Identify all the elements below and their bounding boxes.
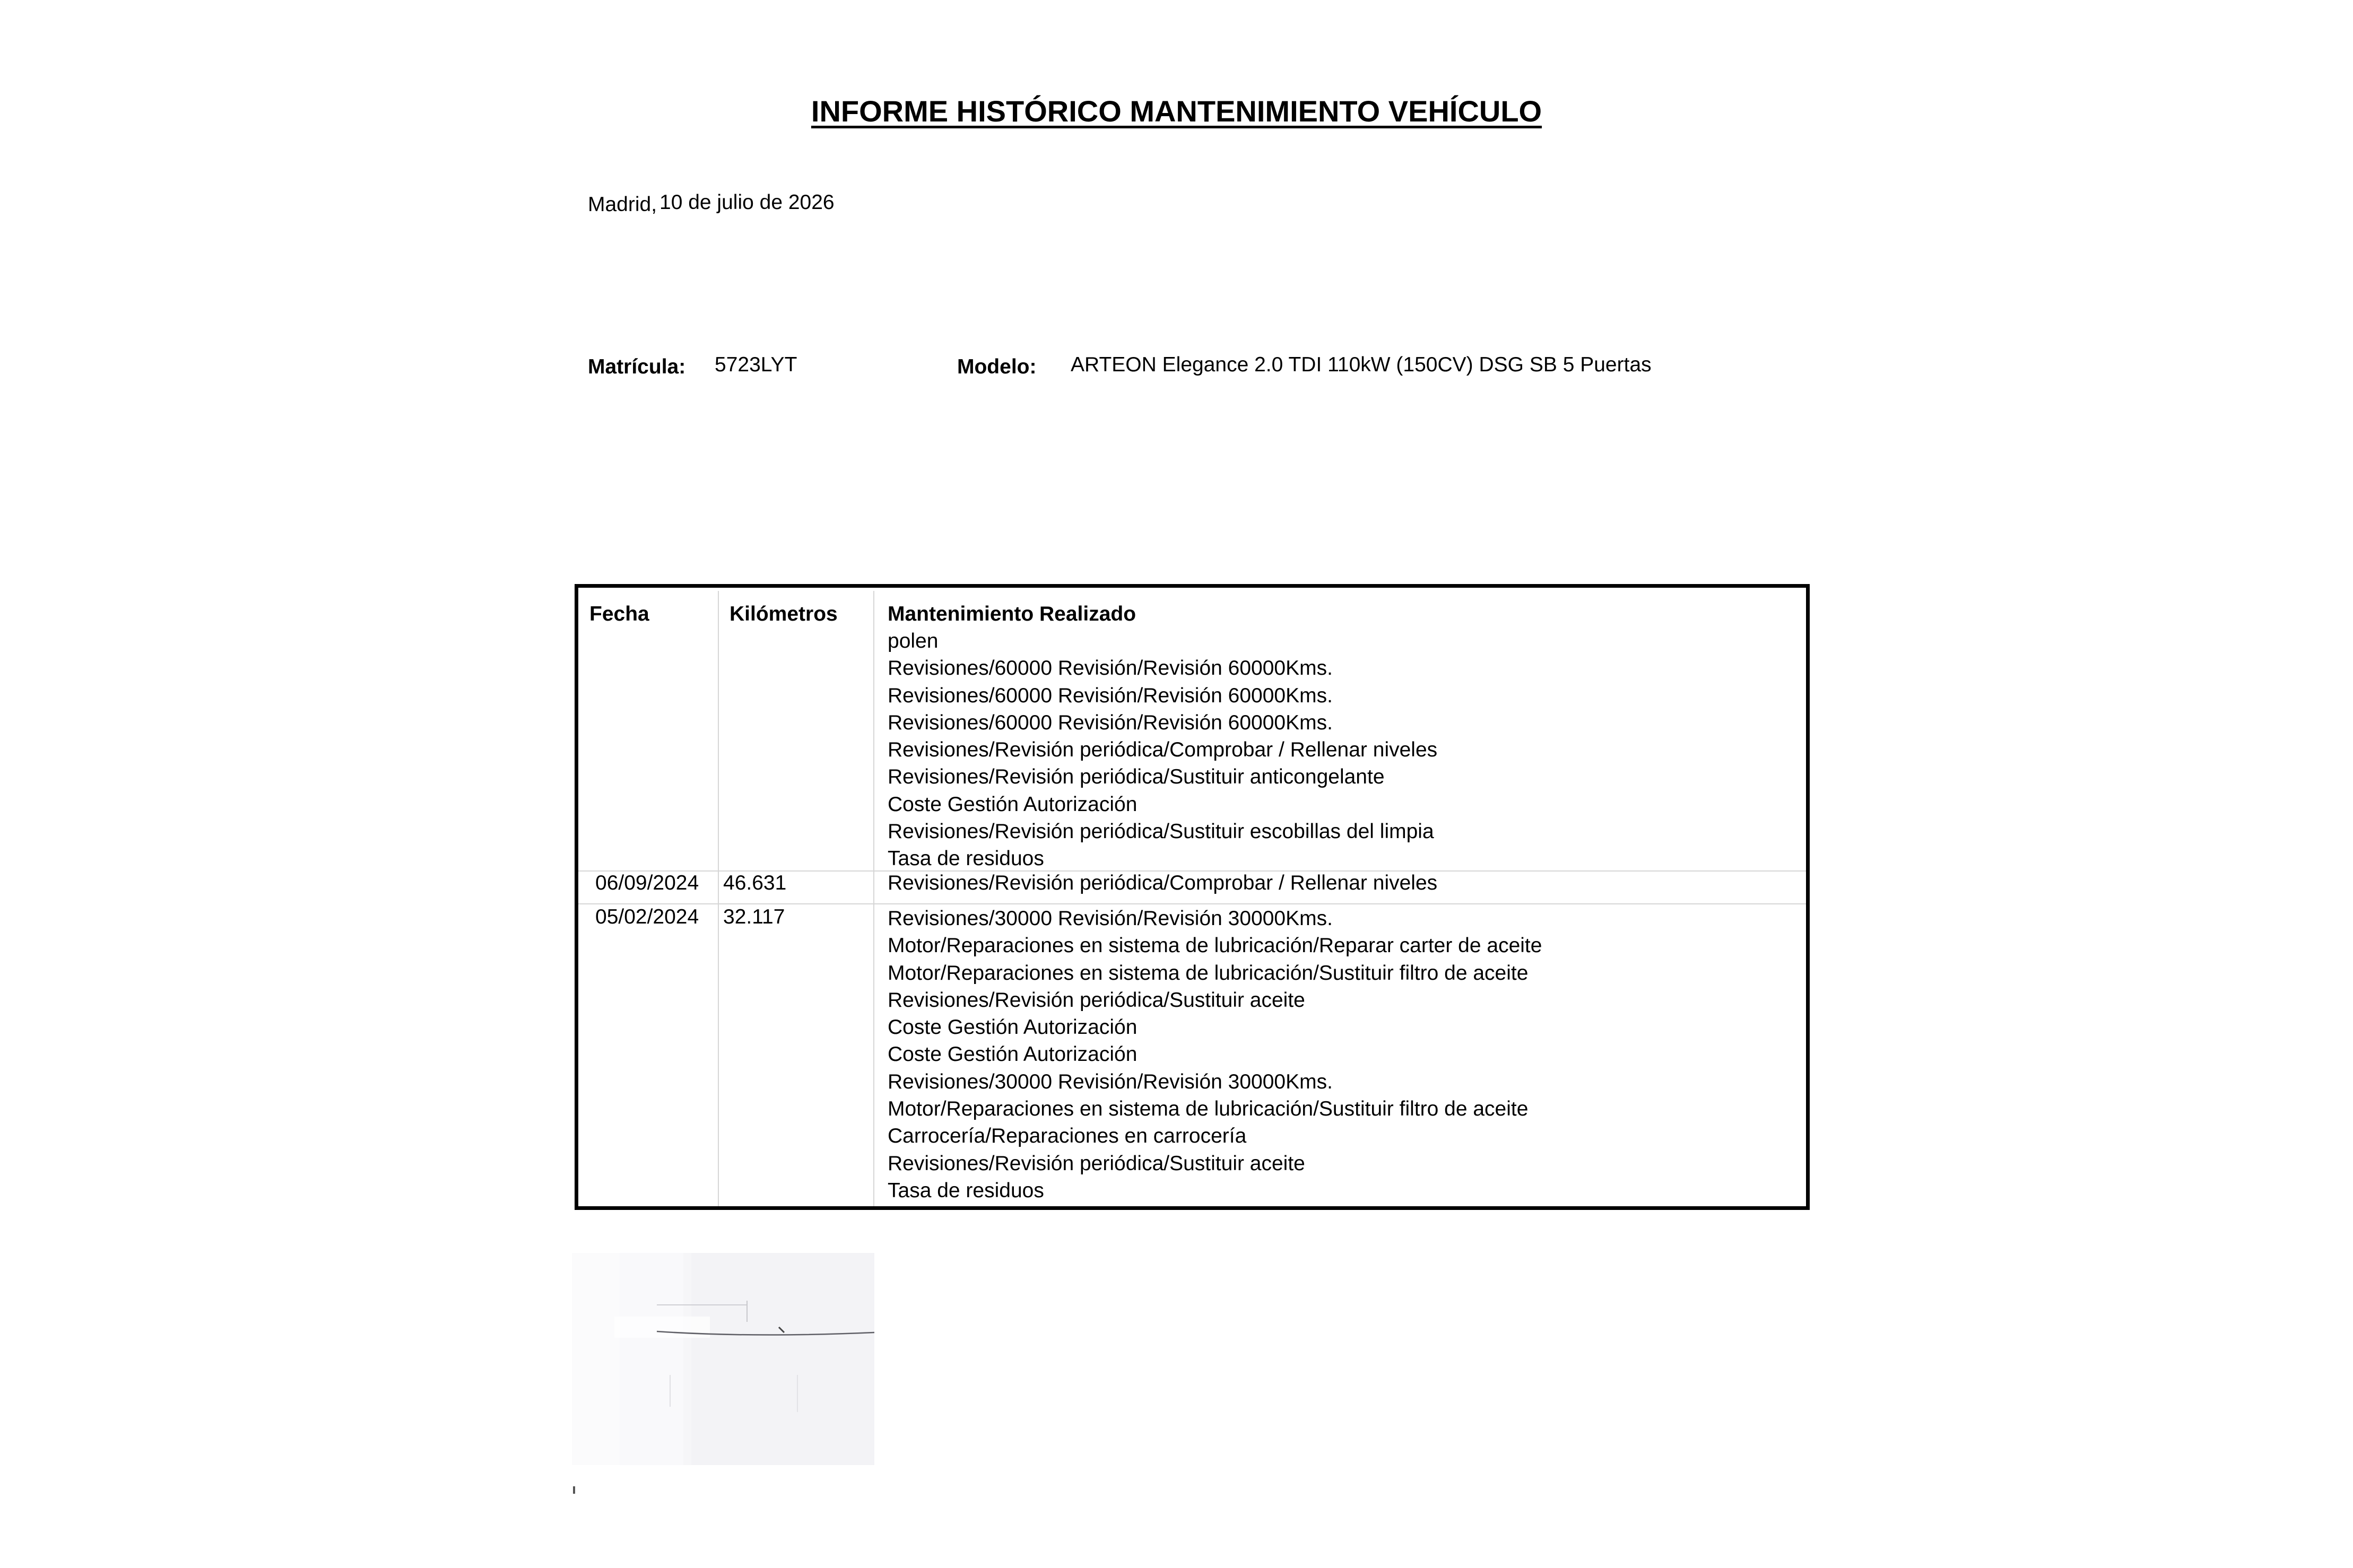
date-text: 10 de julio de 2026 [659, 191, 835, 214]
maintenance-item: polen [888, 630, 939, 652]
scan-mark [573, 1486, 575, 1494]
model-label: Modelo: [957, 355, 1037, 378]
table-row [888, 905, 1542, 1204]
maintenance-item: Revisiones/Revisión periódica/Sustituir escobillas del limpia [888, 820, 1434, 843]
maintenance-item: Carrocería/Reparaciones en carrocería [888, 1125, 1247, 1148]
maintenance-item: Tasa de residuos [888, 847, 1044, 870]
maintenance-item: Revisiones/30000 Revisión/Revisión 30000Kms. [888, 1070, 1333, 1093]
row-km: 32.117 [723, 905, 785, 928]
plate-value: 5723LYT [715, 353, 797, 376]
column-divider [873, 591, 874, 1206]
maintenance-item: Revisiones/60000 Revisión/Revisión 60000Kms. [888, 711, 1333, 734]
maintenance-item: Motor/Reparaciones en sistema de lubricación/Sustituir filtro de aceite [888, 961, 1529, 985]
maintenance-item: Coste Gestión Autorización [888, 792, 1138, 816]
maintenance-item: Revisiones/Revisión periódica/Comprobar / Rellenar niveles [888, 738, 1438, 762]
maintenance-item: Coste Gestión Autorización [888, 1016, 1138, 1039]
maintenance-item: Coste Gestión Autorización [888, 1043, 1138, 1066]
plate-label: Matrícula: [588, 355, 686, 378]
maintenance-item: Revisiones/60000 Revisión/Revisión 60000Kms. [888, 657, 1333, 680]
row-date: 05/02/2024 [595, 905, 699, 928]
maintenance-item: Revisiones/60000 Revisión/Revisión 60000Kms. [888, 684, 1333, 707]
maintenance-item: Revisiones/Revisión periódica/Comprobar / Rellenar niveles [888, 872, 1438, 894]
row-date: 06/09/2024 [595, 872, 699, 894]
maintenance-item: Tasa de residuos [888, 1179, 1044, 1202]
model-value: ARTEON Elegance 2.0 TDI 110kW (150CV) DSG SB 5 Puertas [1071, 353, 1652, 376]
maintenance-item: Motor/Reparaciones en sistema de lubricación/Reparar carter de aceite [888, 934, 1542, 957]
table-row [888, 628, 1437, 873]
header-date: Fecha [589, 603, 649, 625]
header-km: Kilómetros [730, 603, 838, 625]
maintenance-item: Revisiones/Revisión periódica/Sustituir aceite [888, 988, 1305, 1012]
maintenance-item: Revisiones/Revisión periódica/Sustituir anticongelante [888, 765, 1385, 789]
header-maintenance: Mantenimiento Realizado [888, 603, 1136, 625]
column-divider [718, 591, 719, 1206]
row-km: 46.631 [723, 872, 787, 894]
stamp-image [572, 1253, 874, 1465]
table-row [888, 869, 1437, 896]
place-text: Madrid, [588, 193, 657, 216]
report-title: INFORME HISTÓRICO MANTENIMIENTO VEHÍCULO [811, 94, 1542, 128]
maintenance-item: Revisiones/30000 Revisión/Revisión 30000Kms. [888, 907, 1333, 930]
maintenance-item: Revisiones/Revisión periódica/Sustituir aceite [888, 1152, 1305, 1175]
maintenance-table [575, 584, 1810, 1210]
maintenance-item: Motor/Reparaciones en sistema de lubricación/Sustituir filtro de aceite [888, 1097, 1529, 1121]
